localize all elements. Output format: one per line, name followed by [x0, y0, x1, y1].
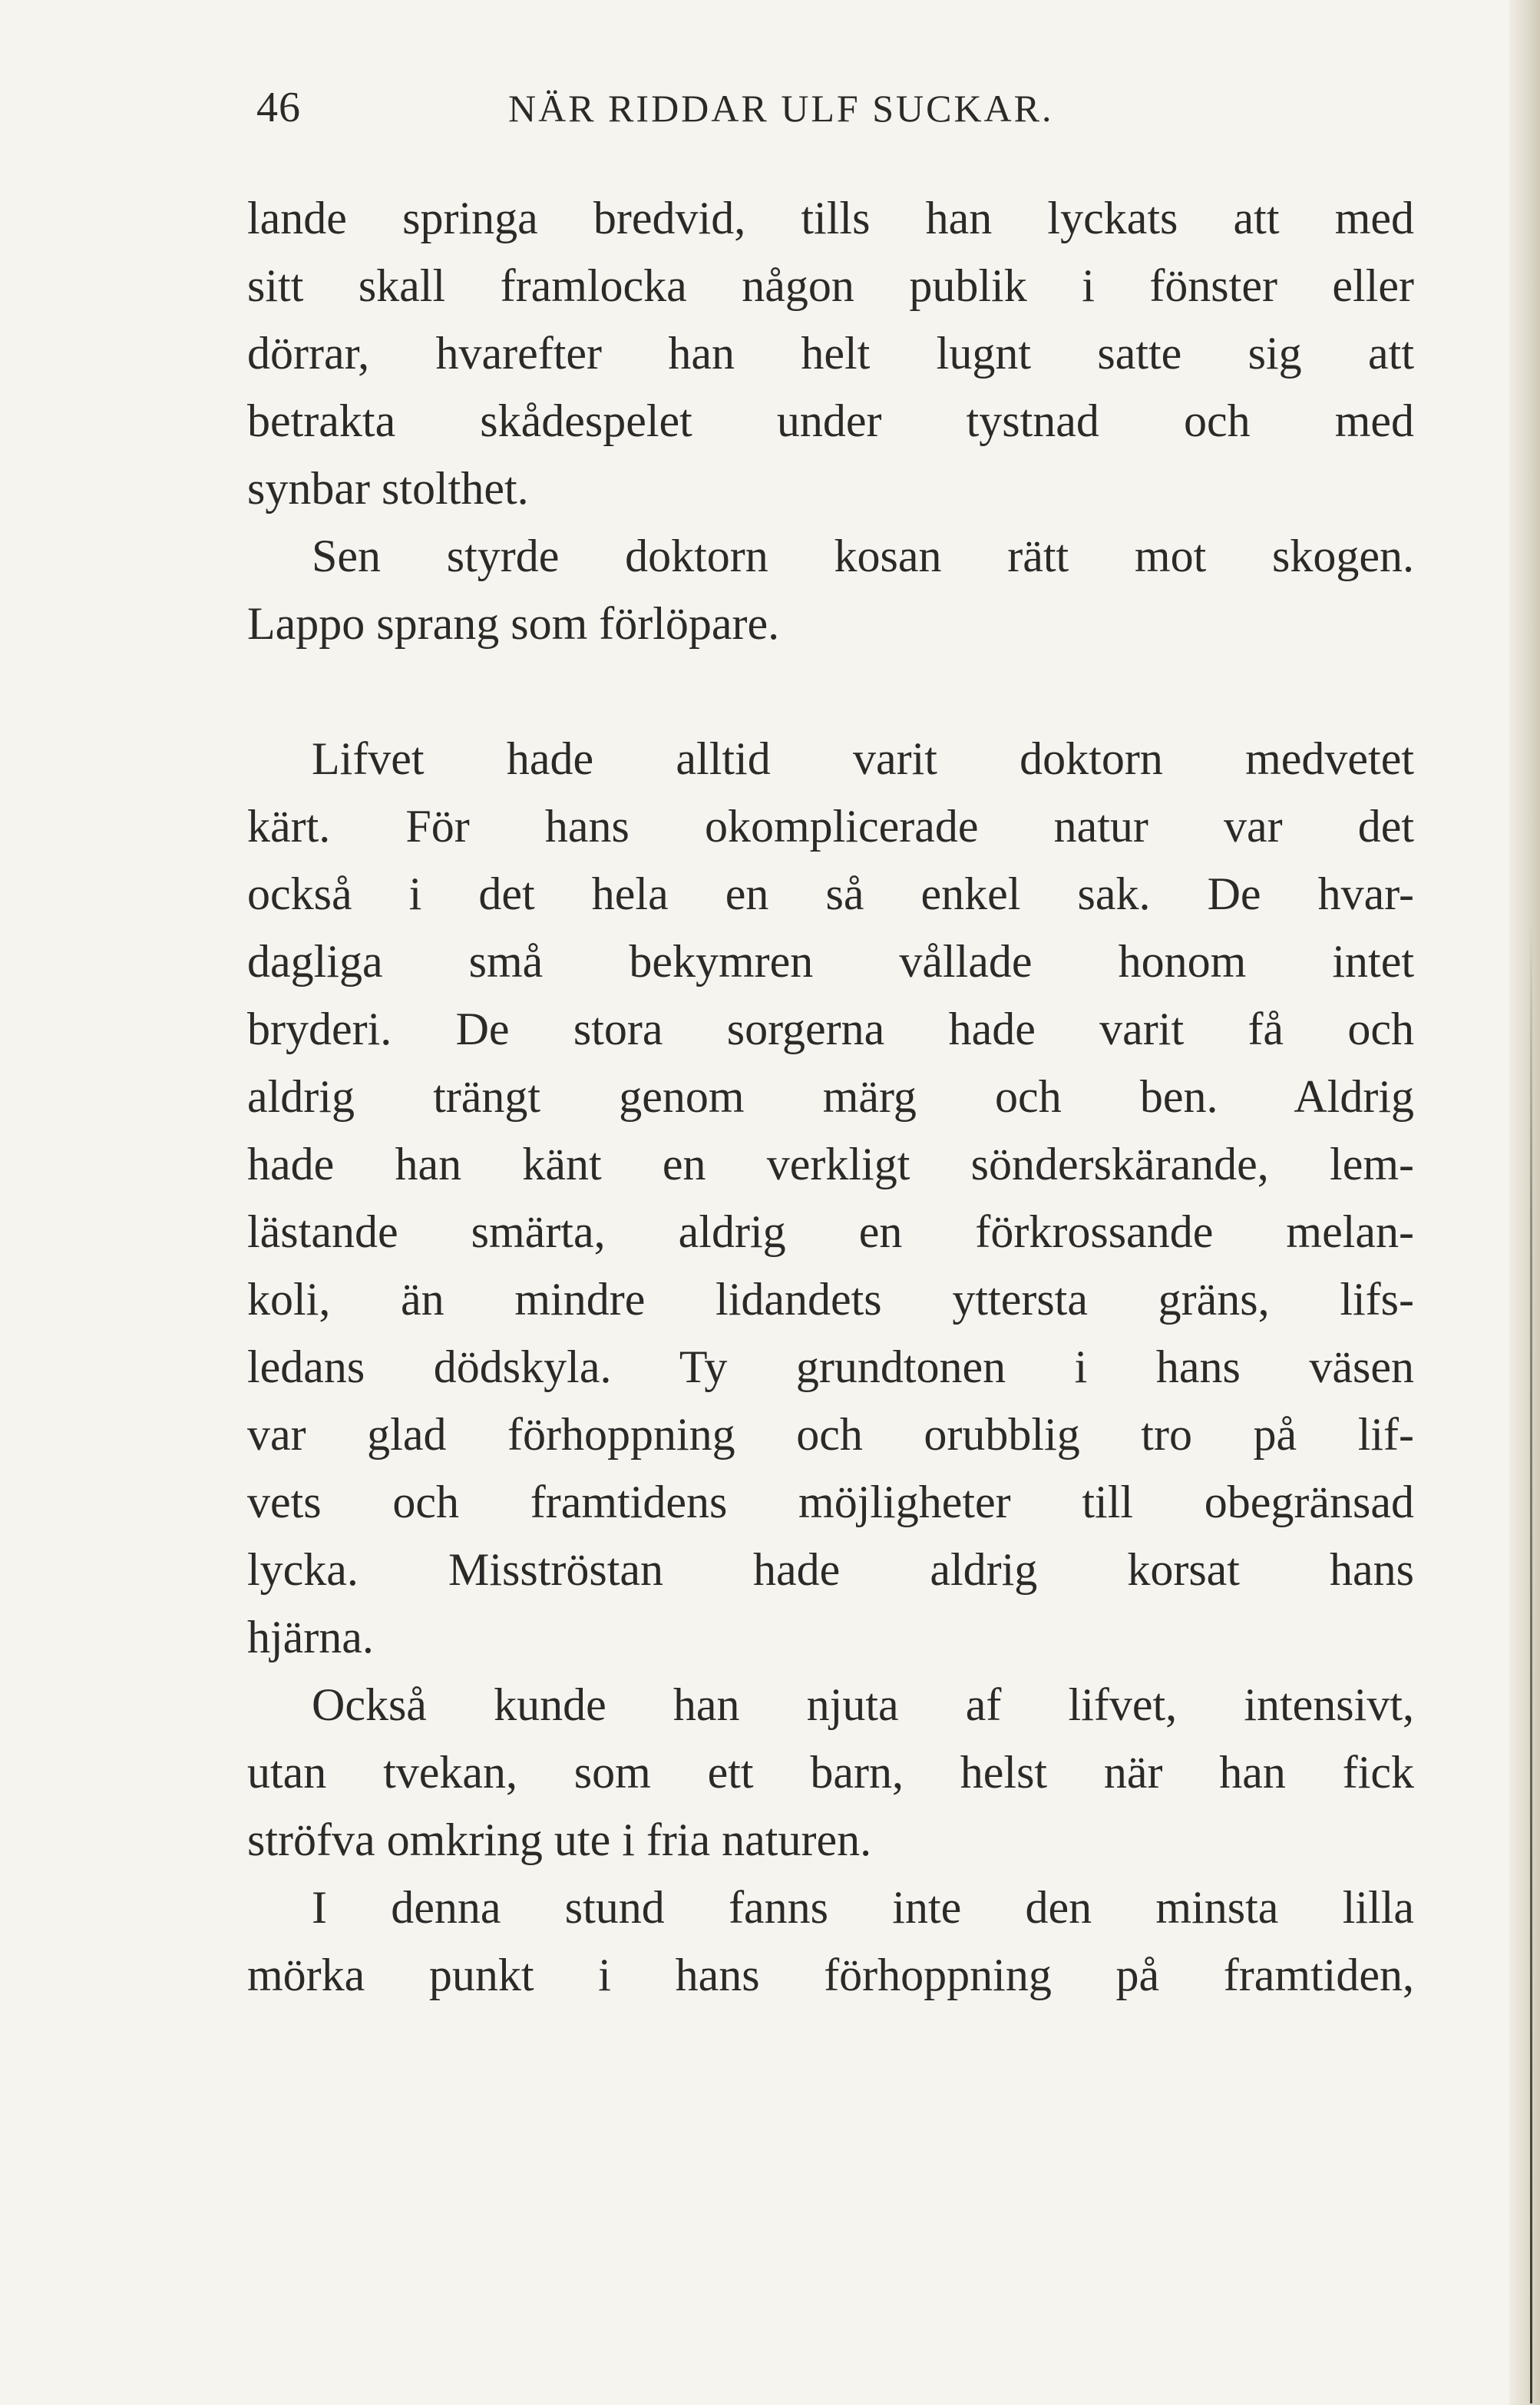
text-line: ströfva omkring ute i fria naturen. [247, 1815, 872, 1865]
text-line: Sen styrde doktorn kosan rätt mot skogen. [312, 531, 1414, 581]
text-line: dagliga små bekymren vållade honom intet [247, 936, 1414, 987]
text-line: dörrar, hvarefter han helt lugnt satte sig att [247, 328, 1414, 379]
text-line: sitt skall framlocka någon publik i fönster eller [247, 260, 1414, 311]
text-line: kärt. För hans okomplicerade natur var det [247, 801, 1414, 852]
text-line: Lappo sprang som förlöpare. [247, 598, 780, 649]
page-edge-shadow [1509, 0, 1540, 2405]
text-line: aldrig trängt genom märg och ben. Aldrig [247, 1071, 1414, 1122]
text-line: synbar stolthet. [247, 463, 529, 514]
text-line: mörka punkt i hans förhoppning på framtiden, [247, 1950, 1414, 2000]
text-line: ledans dödskyla. Ty grundtonen i hans väsen [247, 1341, 1414, 1392]
text-line: koli, än mindre lidandets yttersta gräns, lifs- [247, 1274, 1414, 1325]
text-line: I denna stund fanns inte den minsta lilla [312, 1882, 1414, 1933]
text-line: var glad förhoppning och orubblig tro på lif- [247, 1409, 1414, 1460]
running-head [247, 83, 1422, 144]
text-line: Lifvet hade alltid varit doktorn medvetet [312, 733, 1414, 784]
page-number: 46 [256, 84, 301, 131]
text-line: lande springa bredvid, tills han lyckats att med [247, 193, 1414, 243]
text-line: vets och framtidens möjligheter till obegränsad [247, 1477, 1414, 1527]
text-line: också i det hela en så enkel sak. De hvar- [247, 868, 1414, 919]
text-line: utan tvekan, som ett barn, helst när han fick [247, 1747, 1414, 1798]
text-line: lycka. Misströstan hade aldrig korsat hans [247, 1544, 1414, 1595]
text-line: hjärna. [247, 1612, 374, 1662]
page-edge-line [1530, 921, 1532, 2403]
text-line: bryderi. De stora sorgerna hade varit få och [247, 1004, 1414, 1054]
running-title: NÄR RIDDAR ULF SUCKAR. [508, 87, 1054, 130]
text-line: Också kunde han njuta af lifvet, intensivt, [312, 1679, 1414, 1730]
body-text [247, 184, 1414, 2009]
text-line: betrakta skådespelet under tystnad och med [247, 395, 1414, 446]
text-line: lästande smärta, aldrig en förkrossande melan- [247, 1206, 1414, 1257]
section-break [247, 657, 1414, 725]
text-line: hade han känt en verkligt sönderskärande, lem- [247, 1139, 1414, 1189]
